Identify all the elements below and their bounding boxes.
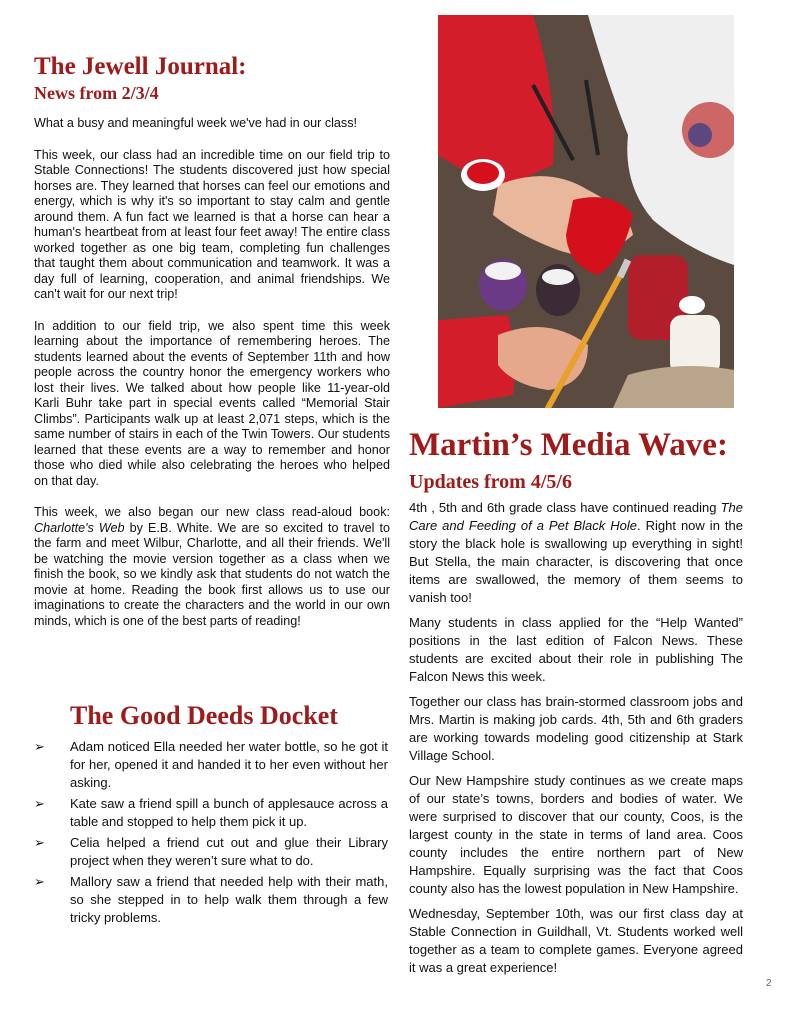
reading-book-title: The Care and Feeding of a Pet Black Hole [409,500,743,533]
reading-intro: 4th , 5th and 6th grade class have continued reading [409,500,721,515]
arrow-bullet-icon: ➢ [34,796,45,811]
jewell-journal-subtitle: News from 2/3/4 [34,83,159,103]
arrow-bullet-icon: ➢ [34,835,45,850]
journal-field-trip: This week, our class had an incredible time on our field trip to Stable Connections! The students discovered just how special horses are. They learned that horses can feel our emotions and energy, which is why it's so important to stay calm and gentle around them. A fun fact we learned is that a horse can hear a human's heartbeat from at least four feet away! The entire class worked together as one big team, completing fun challenges that taught them about communication and teamwork. It was a day full of learning, cooperation, and animal friendships. We can't wait for our next trip! [34,147,390,301]
readaloud-book-title: Charlotte's Web [34,520,125,535]
media-wave-stable-connection: Wednesday, September 10th, was our first class day at Stable Connection in Guildhall, Vt. Students worked well together as a team to complete games. Everyone agreed it was a great experience! [409,906,743,975]
journal-intro: What a busy and meaningful week we've had in our class! [34,116,358,130]
jewell-journal-title: The Jewell Journal: [34,53,247,80]
jewell-journal-section [34,52,390,645]
journal-heroes: In addition to our field trip, we also spent time this week learning about the importance of remembering heroes. The students learned about the events of September 11th and how people across the country honor the emergency workers who lost their lives. We talked about how people like 11-year-old Karli Buhr take part in special events called “Memorial Stair Climbs”. Participants walk up at least 2,071 steps, which is the same number of stairs in each of the Twin Towers. Our students learned that these events are a way to remember and honor those who died while also celebrating the heroes who helped on that day. [34,318,390,488]
readaloud-intro: This week, we also began our new class read-aloud book: [34,505,390,519]
good-deeds-title: The Good Deeds Docket [70,701,338,730]
reading-rest: . Right now in the story the black hole is swallowing up everything in sight! But Stella, the main character, is discovering that once items are swallowed, the memory of them seems to vanish too! [409,518,743,605]
arrow-bullet-icon: ➢ [34,874,45,889]
media-wave-help-wanted: Many students in class applied for the “Help Wanted” positions in the last edition of Falcon News. These students are excited about their role in publishing The Falcon News this week. [409,615,743,684]
deed-text: Mallory saw a friend that needed help with their math, so she stepped in to help walk them through a few tricky problems. [70,874,388,925]
media-wave-section [409,425,743,984]
deed-text: Adam noticed Ella needed her water bottle, so he got it for her, opened it and handed it to her even without her asking. [70,739,388,790]
list-item [34,738,388,792]
list-item [34,795,388,831]
deed-text: Kate saw a friend spill a bunch of applesauce across a table and stopped to help them pick it up. [70,796,388,829]
media-wave-classroom-jobs: Together our class has brain-stormed classroom jobs and Mrs. Martin is making job cards. 4th, 5th and 6th graders are working towards modeling good citizenship at Stark Village School. [409,694,743,763]
list-item [34,834,388,870]
journal-readaloud [34,505,390,629]
hand-painting-photo [438,15,734,408]
media-wave-new-hampshire: Our New Hampshire study continues as we create maps of our state’s towns, borders and bodies of water. We were surprised to discover that our county, Coos, is the largest county in the state in terms of land area. Coos county includes the entire northern part of New Hampshire. Equally surprising was the fact that Coos county also has the lowest population in New Hampshire. [409,773,743,896]
hand-painting-illustration [438,15,734,408]
media-wave-subtitle: Updates from 4/5/6 [409,471,572,493]
media-wave-reading [409,499,743,607]
good-deeds-list [34,738,388,930]
deed-text: Celia helped a friend cut out and glue their Library project when they weren’t sure what to do. [70,835,388,868]
media-wave-title: Martin’s Media Wave: [409,427,728,463]
page-number: 2 [766,978,772,989]
readaloud-rest: by E.B. White. We are so excited to travel to the farm and meet Wilbur, Charlotte, and all their friends. We'll be watching the movie version together as a class when we finish the book, so we kindly ask that students do not watch the movie at home. Reading the book first allows us to use our imaginations to create the characters and the world in our own minds, which is one of the best parts of reading! [34,520,391,628]
list-item [34,873,388,927]
arrow-bullet-icon: ➢ [34,739,45,754]
